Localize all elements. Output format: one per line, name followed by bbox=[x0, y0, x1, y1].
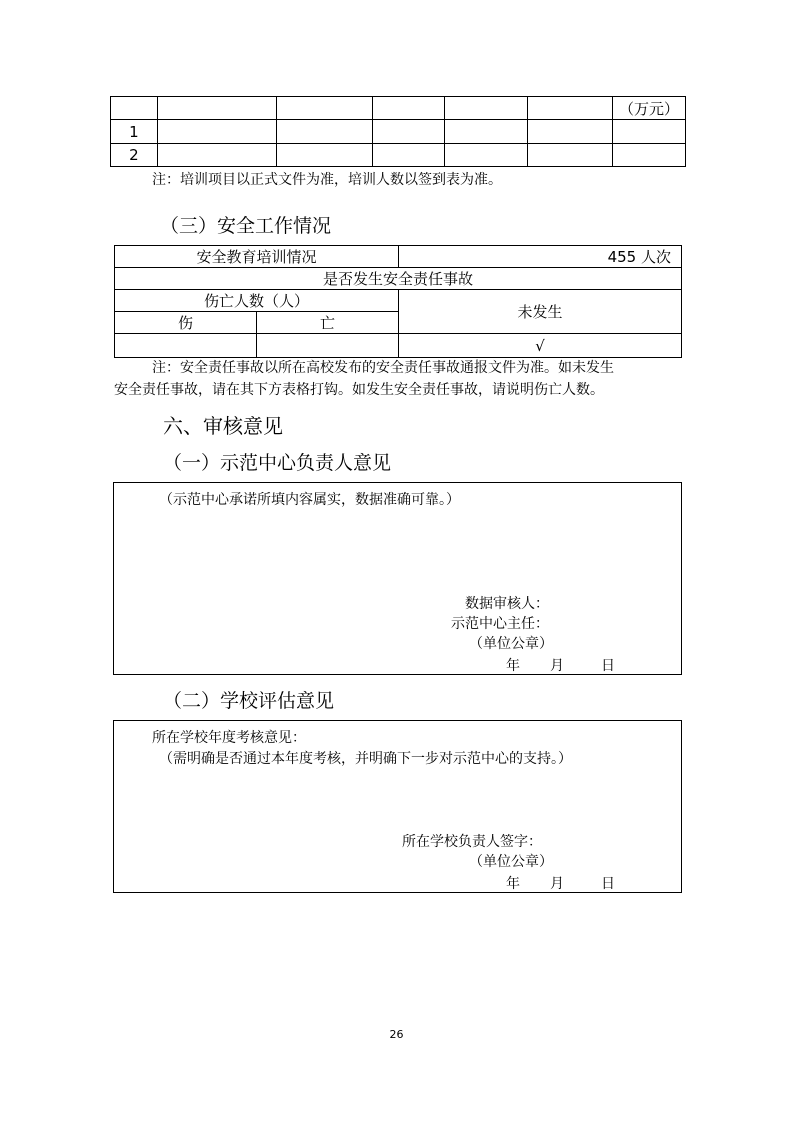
table-cell bbox=[157, 97, 277, 120]
injured-count bbox=[115, 334, 257, 358]
injured-label: 伤 bbox=[115, 312, 257, 334]
school-opinion-title: （二）学校评估意见 bbox=[163, 690, 335, 712]
table-cell bbox=[528, 144, 613, 167]
year-label: 年 bbox=[506, 876, 520, 892]
year-label: 年 bbox=[506, 658, 520, 674]
safety-section-title: （三）安全工作情况 bbox=[160, 215, 332, 237]
table-cell bbox=[528, 120, 613, 144]
dead-count bbox=[257, 334, 399, 358]
safety-table bbox=[114, 245, 682, 358]
table-cell bbox=[277, 144, 373, 167]
table-cell bbox=[444, 144, 528, 167]
school-leader-signature-label: 所在学校负责人签字： bbox=[402, 834, 542, 850]
table-cell bbox=[373, 120, 445, 144]
school-opinion-box bbox=[113, 720, 682, 893]
review-title: 六、审核意见 bbox=[163, 414, 283, 438]
safety-note-line2: 安全责任事故，请在其下方表格打钩。如发生安全责任事故，请说明伤亡人数。 bbox=[114, 382, 604, 398]
table-cell bbox=[157, 144, 277, 167]
training-note: 注：培训项目以正式文件为准，培训人数以签到表为准。 bbox=[152, 172, 502, 188]
not-occurred-label: 未发生 bbox=[399, 290, 682, 334]
check-mark: √ bbox=[399, 334, 682, 358]
table-cell bbox=[444, 97, 528, 120]
unit-seal-label: （单位公章） bbox=[469, 636, 553, 652]
row-number: 1 bbox=[111, 120, 158, 144]
school-opinion-line2: （需明确是否通过本年度考核，并明确下一步对示范中心的支持。） bbox=[159, 751, 572, 767]
table-cell bbox=[277, 120, 373, 144]
center-pledge: （示范中心承诺所填内容属实，数据准确可靠。） bbox=[159, 492, 460, 508]
table-cell bbox=[277, 97, 373, 120]
day-label: 日 bbox=[601, 658, 615, 674]
table-cell bbox=[528, 97, 613, 120]
table-cell bbox=[613, 144, 686, 167]
dead-label: 亡 bbox=[257, 312, 399, 334]
table-cell bbox=[157, 120, 277, 144]
day-label: 日 bbox=[601, 876, 615, 892]
page-number: 26 bbox=[389, 1028, 404, 1041]
edu-label: 安全教育培训情况 bbox=[115, 246, 399, 268]
unit-seal-label: （单位公章） bbox=[469, 854, 553, 870]
month-label: 月 bbox=[550, 876, 564, 892]
accident-header: 是否发生安全责任事故 bbox=[115, 268, 682, 290]
center-opinion-box bbox=[113, 482, 682, 675]
school-opinion-line1: 所在学校年度考核意见： bbox=[152, 730, 306, 746]
edu-value: 455 人次 bbox=[399, 246, 682, 268]
row-number: 2 bbox=[111, 144, 158, 167]
table-cell bbox=[373, 97, 445, 120]
data-reviewer-label: 数据审核人： bbox=[465, 596, 549, 612]
month-label: 月 bbox=[550, 658, 564, 674]
table-cell bbox=[613, 120, 686, 144]
casualty-label: 伤亡人数（人） bbox=[115, 290, 399, 312]
unit-header: （万元） bbox=[613, 97, 686, 120]
table-cell bbox=[444, 120, 528, 144]
safety-note-line1: 注：安全责任事故以所在高校发布的安全责任事故通报文件为准。如未发生 bbox=[152, 360, 614, 376]
training-table bbox=[110, 96, 686, 167]
table-cell bbox=[111, 97, 158, 120]
center-opinion-title: （一）示范中心负责人意见 bbox=[163, 452, 392, 474]
table-cell bbox=[373, 144, 445, 167]
center-director-label: 示范中心主任： bbox=[451, 616, 549, 632]
